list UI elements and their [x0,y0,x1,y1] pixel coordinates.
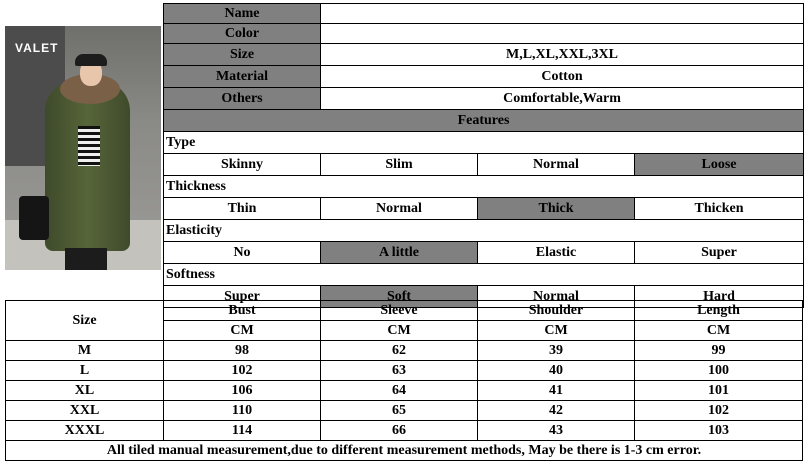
features-title-row [164,110,804,132]
feature-option-selected: A little [321,242,478,264]
size-name-cell: M [6,341,164,361]
material-row [164,66,804,88]
feature-option: Skinny [164,154,321,176]
size-column-header: Size [6,301,164,341]
size-row [6,361,803,381]
others-value: Comfortable,Warm [321,88,804,110]
material-label: Material [164,66,321,88]
measurement-cell: 41 [478,381,635,401]
feature-option: Normal [321,198,478,220]
name-row [164,4,804,24]
striped-sweater-shape [78,126,100,166]
model-hat-shape [75,54,107,66]
measurement-cell: 100 [635,361,803,381]
measurement-cell: 103 [635,421,803,441]
size-name-cell: XL [6,381,164,401]
length-header: Length [635,301,803,321]
photo-sign: VALET [15,41,59,55]
feature-group-label: Elasticity [164,220,804,242]
coat-shape [45,81,130,251]
feature-option: Normal [478,286,635,308]
feature-option-selected: Soft [321,286,478,308]
feature-option: Super [635,242,804,264]
bust-header: Bust [164,301,321,321]
feature-option: Hard [635,286,804,308]
size-name-cell: XXL [6,401,164,421]
features-title: Features [164,110,804,132]
measurement-cell: 43 [478,421,635,441]
color-row [164,24,804,44]
feature-group-label: Type [164,132,804,154]
shoulder-header: Shoulder [478,301,635,321]
measurement-cell: 40 [478,361,635,381]
feature-group-row [164,176,804,198]
product-info-table [163,3,804,308]
measurement-cell: 99 [635,341,803,361]
measurement-cell: 62 [321,341,478,361]
measurement-cell: 102 [635,401,803,421]
size-row [6,381,803,401]
feature-group-row [164,264,804,286]
sleeve-unit: CM [321,321,478,341]
length-unit: CM [635,321,803,341]
size-chart-table [5,300,803,461]
measurement-cell: 63 [321,361,478,381]
material-value: Cotton [321,66,804,88]
measurement-cell: 114 [164,421,321,441]
sleeve-header: Sleeve [321,301,478,321]
feature-option: Normal [478,154,635,176]
others-row [164,88,804,110]
size-chart-header-row [6,301,803,321]
product-photo [5,26,161,270]
size-name-cell: L [6,361,164,381]
feature-options-row [164,198,804,220]
size-row [6,421,803,441]
bust-unit: CM [164,321,321,341]
color-value [321,24,804,44]
feature-option: Thicken [635,198,804,220]
feature-group-label: Softness [164,264,804,286]
size-value: M,L,XL,XXL,3XL [321,44,804,66]
feature-group-row [164,220,804,242]
feature-option-selected: Loose [635,154,804,176]
feature-option: Slim [321,154,478,176]
feature-group-row [164,132,804,154]
size-label: Size [164,44,321,66]
size-row [6,341,803,361]
color-label: Color [164,24,321,44]
name-label: Name [164,4,321,24]
name-value [321,4,804,24]
measurement-cell: 39 [478,341,635,361]
others-label: Others [164,88,321,110]
measurement-cell: 42 [478,401,635,421]
feature-option: Super [164,286,321,308]
measurement-cell: 64 [321,381,478,401]
feature-options-row [164,242,804,264]
handbag-shape [19,196,49,240]
size-row [6,401,803,421]
measurement-cell: 106 [164,381,321,401]
model-legs-shape [65,248,107,270]
shoulder-unit: CM [478,321,635,341]
measurement-cell: 101 [635,381,803,401]
feature-group-label: Thickness [164,176,804,198]
feature-option: No [164,242,321,264]
size-rows [6,341,803,441]
measurement-cell: 66 [321,421,478,441]
size-row [164,44,804,66]
size-name-cell: XXXL [6,421,164,441]
measurement-footnote: All tiled manual measurement,due to different measurement methods, May be there is 1-3 cm error. [6,441,803,461]
feature-options-row [164,154,804,176]
measurement-cell: 65 [321,401,478,421]
measurement-cell: 102 [164,361,321,381]
feature-option-selected: Thick [478,198,635,220]
feature-option: Thin [164,198,321,220]
feature-option: Elastic [478,242,635,264]
footnote-row [6,441,803,461]
measurement-cell: 110 [164,401,321,421]
measurement-cell: 98 [164,341,321,361]
